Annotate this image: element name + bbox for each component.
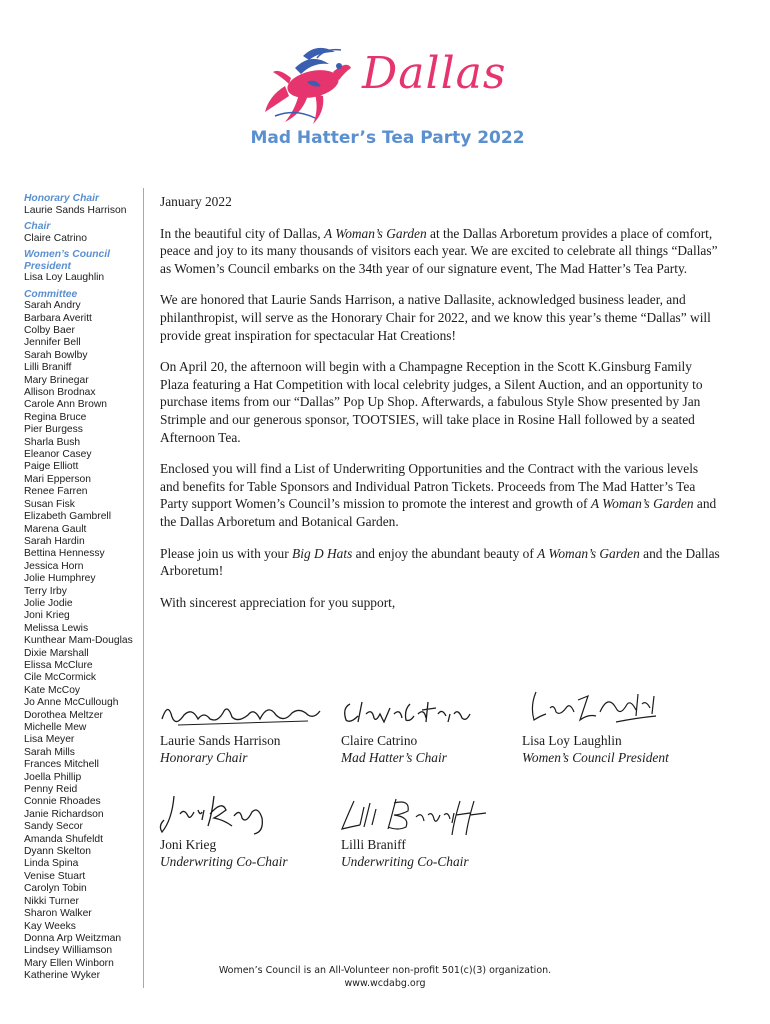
committee-member: Colby Baer xyxy=(24,325,75,336)
committee-member: Susan Fisk xyxy=(24,498,75,510)
committee-member: Dyann Skelton xyxy=(24,846,91,858)
committee-member: Amanda Shufeldt xyxy=(24,833,103,845)
committee-member: Mari Epperson xyxy=(24,473,91,485)
sig-title-5: Underwriting Co-Chair xyxy=(341,854,469,869)
committee-member: Elissa McClure xyxy=(24,659,93,671)
committee-member: Jo Anne McCullough xyxy=(24,697,119,709)
committee-member: Lilli Braniff xyxy=(24,362,72,374)
signature-catrino xyxy=(340,694,475,728)
committee-member: Marena Gault xyxy=(24,523,87,535)
sig-name-4: Joni Krieg xyxy=(160,837,217,852)
letter-body xyxy=(160,193,720,625)
sig-name-1: Laurie Sands Harrison xyxy=(160,733,281,748)
committee-member: Sarah Andry xyxy=(24,300,81,312)
pegasus-hat-icon xyxy=(255,38,365,130)
committee-member: Jessica Horn xyxy=(24,560,84,572)
paragraph-5: Please join us with your Big D Hats and enjoy the abundant beauty of A Woman’s Garden and the Dallas Arboretum! xyxy=(160,545,720,579)
president-label: Women’s Council xyxy=(24,249,111,260)
committee-member: Connie Rhoades xyxy=(24,796,101,808)
committee-member: Venise Stuart xyxy=(24,870,86,882)
honorary-chair-label: Honorary Chair xyxy=(24,193,99,204)
letter-date: January 2022 xyxy=(160,194,232,209)
closing: With sincerest appreciation for you support, xyxy=(160,594,396,610)
committee-member: Cile McCormick xyxy=(24,672,97,684)
sidebar-committee xyxy=(24,193,142,983)
signature-krieg xyxy=(154,790,274,838)
committee-label: Committee xyxy=(24,288,78,300)
committee-member: Penny Reid xyxy=(24,784,78,796)
footer-org-line: Women’s Council is an All-Volunteer non-profit 501(c)(3) organization. xyxy=(218,965,552,976)
committee-member: Carole Ann Brown xyxy=(24,399,107,411)
committee-member: Jennifer Bell xyxy=(24,337,81,349)
committee-member: Sharon Walker xyxy=(24,908,92,920)
logo-wordmark: Dallas xyxy=(362,48,507,99)
sig-name-3: Lisa Loy Laughlin xyxy=(522,733,622,748)
committee-member: Kate McCoy xyxy=(24,684,81,696)
committee-member: Renee Farren xyxy=(24,486,88,498)
paragraph-2: We are honored that Laurie Sands Harrison, a native Dallasite, acknowledged business leader, and philanthropist, will serve as the Honorary Chair for 2022, and we know this year’s theme “Dallas” will provide great inspiration for spectacular Hat Creations! xyxy=(160,292,711,343)
sig-name-5: Lilli Braniff xyxy=(341,837,406,852)
committee-member: Jolie Jodie xyxy=(24,597,73,609)
committee-member: Bettina Hennessy xyxy=(24,548,105,560)
committee-member: Elizabeth Gambrell xyxy=(24,511,111,523)
committee-member: Sharla Bush xyxy=(24,436,81,448)
sig-title-2: Mad Hatter’s Chair xyxy=(341,750,447,765)
signature-harrison xyxy=(158,697,323,731)
committee-member: Mary Ellen Winborn xyxy=(24,957,114,969)
committee-member: Barbara Averitt xyxy=(24,312,92,324)
committee-member: Janie Richardson xyxy=(24,808,104,820)
paragraph-3: On April 20, the afternoon will begin with a Champagne Reception in the Scott K.Ginsburg Family Plaza featuring a Hat Competition with local celebrity judges, a Silent Auction, and an opportunity to purchase items from our “Dallas” Pop Up Shop. Afterwards, a fabulous Style Show presented by Jan Strimple and our generous sponsor, TOOTSIES, will take place in Rosine Hall followed by a seated Afternoon Tea. xyxy=(160,359,703,445)
committee-member: Lisa Meyer xyxy=(24,734,75,746)
committee-member: Sandy Secor xyxy=(24,821,83,833)
footer xyxy=(160,964,610,990)
committee-member: Carolyn Tobin xyxy=(24,883,87,895)
signature-laughlin xyxy=(526,686,661,730)
committee-member: Joella Phillip xyxy=(24,771,82,783)
event-title xyxy=(0,128,770,148)
committee-list xyxy=(24,300,142,982)
committee-member: Dixie Marshall xyxy=(24,647,89,659)
event-title-text: Mad Hatter’s Tea Party 2022 xyxy=(250,128,525,148)
committee-member: Jolie Humphrey xyxy=(24,573,96,585)
committee-member: Michelle Mew xyxy=(24,722,87,733)
committee-member: Nikki Turner xyxy=(24,895,79,907)
paragraph-1: In the beautiful city of Dallas, A Woman’s Garden at the Dallas Arboretum provides a place of comfort, peace and joy to its many thousands of visitors each year. We are excited to celebrate all things “Dallas” as Women’s Council embarks on the 34th year of our signature event, The Mad Hatter’s Tea Party. xyxy=(160,225,718,276)
committee-member: Lindsey Williamson xyxy=(24,945,113,957)
committee-member: Kay Weeks xyxy=(24,920,76,932)
committee-member: Donna Arp Weitzman xyxy=(24,932,122,944)
committee-member: Eleanor Casey xyxy=(24,449,92,461)
committee-member: Frances Mitchell xyxy=(24,759,99,771)
committee-member: Regina Bruce xyxy=(24,411,87,423)
committee-member: Terry Irby xyxy=(24,585,67,597)
committee-member: Sarah Mills xyxy=(24,746,75,758)
sig-title-4: Underwriting Co-Chair xyxy=(160,854,288,869)
committee-member: Sarah Bowlby xyxy=(24,349,88,361)
sig-title-1: Honorary Chair xyxy=(160,750,248,765)
sig-name-2: Claire Catrino xyxy=(341,733,418,748)
signature-braniff xyxy=(336,793,501,837)
committee-member: Pier Burgess xyxy=(24,424,83,436)
sidebar-divider xyxy=(143,188,144,988)
committee-member: Melissa Lewis xyxy=(24,622,89,634)
chair-label: Chair xyxy=(24,221,51,232)
president-label-2: President xyxy=(24,260,71,272)
committee-member: Paige Elliott xyxy=(24,461,79,473)
committee-member: Joni Krieg xyxy=(24,610,70,622)
committee-member: Sarah Hardin xyxy=(24,535,85,547)
committee-member: Allison Brodnax xyxy=(24,387,96,399)
footer-website: www.wcdabg.org xyxy=(344,978,426,989)
committee-member: Mary Brinegar xyxy=(24,374,89,386)
committee-member: Linda Spina xyxy=(24,858,79,870)
president-name: Lisa Loy Laughlin xyxy=(24,272,105,284)
paragraph-4: Enclosed you will find a List of Underwriting Opportunities and the Contract with the various levels and benefits for Table Sponsors and Individual Patron Tickets. Proceeds from The Mad Hatter’s Tea Party support Women’s Council’s mission to promote the interest and growth of A Woman’s Garden and the Dallas Arboretum and Botanical Garden. xyxy=(160,461,717,529)
honorary-chair-name: Laurie Sands Harrison xyxy=(24,204,127,216)
committee-member: Dorothea Meltzer xyxy=(24,709,103,721)
committee-member: Katherine Wyker xyxy=(24,970,101,982)
sig-title-3: Women’s Council President xyxy=(522,750,669,765)
committee-member: Kunthear Mam-Douglas xyxy=(24,635,133,647)
chair-name: Claire Catrino xyxy=(24,232,87,244)
